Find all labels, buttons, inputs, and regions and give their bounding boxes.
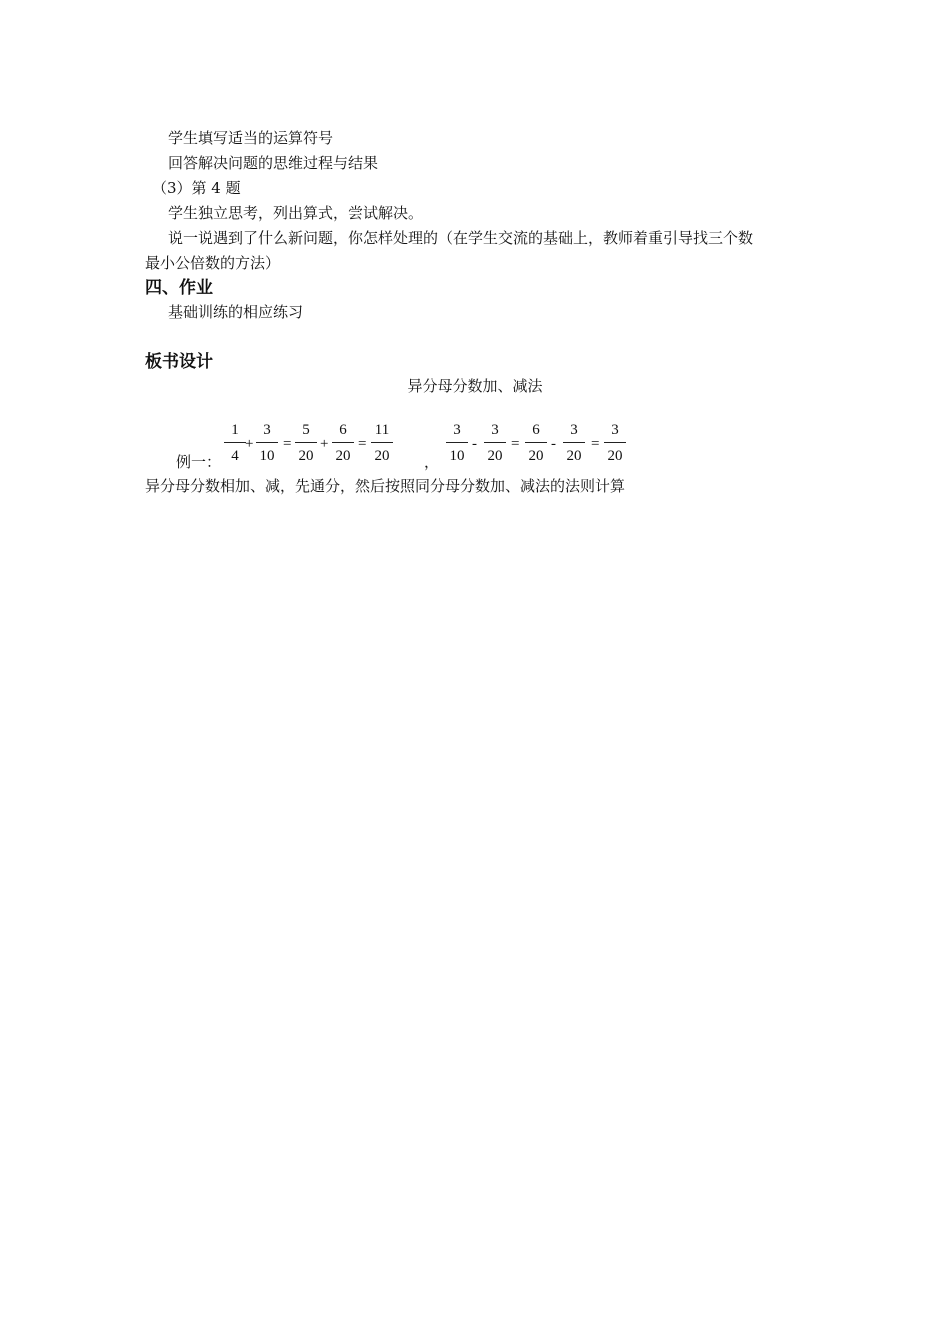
denominator: 4 [231, 448, 239, 464]
equals-sign: = [591, 436, 600, 452]
plus-operator: + [245, 436, 254, 452]
fraction-bar [371, 442, 393, 443]
numerator: 6 [532, 422, 540, 438]
text-line-independent-thinking: 学生独立思考，列出算式，尝试解决。 [168, 204, 424, 222]
equals-sign: = [283, 436, 292, 452]
fraction [291, 420, 321, 466]
denominator: 10 [259, 448, 275, 464]
equals-sign: = [358, 436, 367, 452]
denominator: 20 [374, 448, 390, 464]
fraction-bar [604, 442, 626, 443]
fraction-bar [224, 442, 246, 443]
fraction [328, 420, 358, 466]
homework-heading: 四、作业 [145, 278, 213, 298]
homework-text: 基础训练的相应练习 [168, 303, 304, 321]
fraction [442, 420, 472, 466]
fraction [480, 420, 510, 466]
numerator: 5 [302, 422, 310, 438]
equals-sign: = [511, 436, 520, 452]
text-line-answer-process: 回答解决问题的思维过程与结果 [168, 154, 379, 172]
numerator: 3 [570, 422, 578, 438]
denominator: 20 [487, 448, 503, 464]
numerator: 3 [611, 422, 619, 438]
numerator: 3 [491, 422, 499, 438]
separator-comma: ， [424, 453, 440, 471]
plus-operator: + [320, 436, 329, 452]
example-equations [0, 420, 950, 472]
numerator: 1 [231, 422, 239, 438]
numerator: 3 [263, 422, 271, 438]
fraction-bar [332, 442, 354, 443]
text-line-discussion: 说一说遇到了什么新问题，你怎样处理的（在学生交流的基础上，教师着重引导找三个数 [168, 229, 754, 247]
numerator: 6 [339, 422, 347, 438]
fraction-bar [484, 442, 506, 443]
denominator: 20 [298, 448, 314, 464]
fraction-bar [563, 442, 585, 443]
text-line-fill-operators: 学生填写适当的运算符号 [168, 129, 334, 147]
numerator: 11 [374, 422, 390, 438]
fraction-bar [256, 442, 278, 443]
minus-operator: - [551, 436, 556, 452]
denominator: 10 [449, 448, 465, 464]
board-design-heading: 板书设计 [145, 352, 213, 372]
fraction [559, 420, 589, 466]
fraction [600, 420, 630, 466]
summary-rule: 异分母分数相加、减，先通分，然后按照同分母分数加、减法的法则计算 [145, 477, 626, 495]
numerator: 3 [453, 422, 461, 438]
fraction [521, 420, 551, 466]
denominator: 20 [335, 448, 351, 464]
example-label: 例一： [176, 453, 222, 471]
denominator: 20 [607, 448, 623, 464]
fraction-bar [446, 442, 468, 443]
text-line-discussion-continued: 最小公倍数的方法） [145, 254, 281, 272]
denominator: 20 [566, 448, 582, 464]
denominator: 20 [528, 448, 544, 464]
fraction-bar [525, 442, 547, 443]
text-line-question-4: （3）第 4 题 [152, 179, 241, 197]
board-title: 异分母分数加、减法 [407, 377, 543, 395]
fraction-bar [295, 442, 317, 443]
fraction [252, 420, 282, 466]
fraction [367, 420, 397, 466]
minus-operator: - [472, 436, 477, 452]
